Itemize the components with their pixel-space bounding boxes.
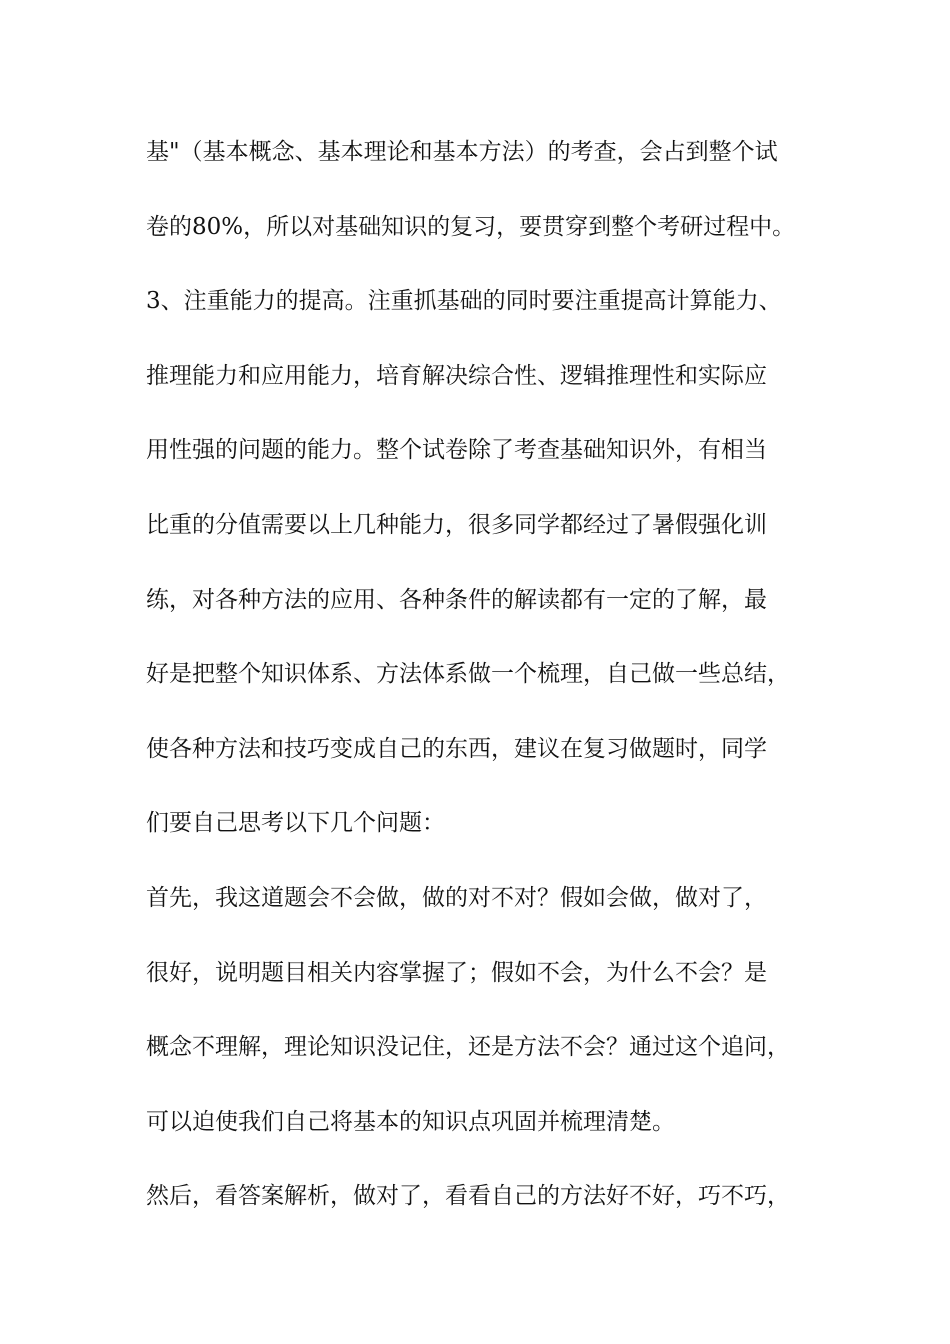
text-line: 卷的80%，所以对基础知识的复习，要贯穿到整个考研过程中。 xyxy=(146,214,796,240)
text-line: 基"（基本概念、基本理论和基本方法）的考查，会占到整个试 xyxy=(146,139,778,165)
text-line: 好是把整个知识体系、方法体系做一个梳理，自己做一些总结， xyxy=(146,661,790,687)
text-line: 推理能力和应用能力，培育解决综合性、逻辑推理性和实际应 xyxy=(146,363,767,389)
text-line: 概念不理解，理论知识没记住，还是方法不会？通过这个追问， xyxy=(146,1034,790,1060)
text-line: 3、注重能力的提高。注重抓基础的同时要注重提高计算能力、 xyxy=(146,288,782,314)
text-line: 很好，说明题目相关内容掌握了；假如不会，为什么不会？是 xyxy=(146,960,767,986)
text-line: 首先，我这道题会不会做，做的对不对？假如会做，做对了， xyxy=(146,885,767,911)
text-line: 使各种方法和技巧变成自己的东西，建议在复习做题时，同学 xyxy=(146,736,767,762)
text-line: 然后，看答案解析，做对了，看看自己的方法好不好，巧不巧， xyxy=(146,1183,790,1209)
text-line: 用性强的问题的能力。整个试卷除了考查基础知识外，有相当 xyxy=(146,437,767,463)
text-line: 练，对各种方法的应用、各种条件的解读都有一定的了解，最 xyxy=(146,587,767,613)
text-line: 可以迫使我们自己将基本的知识点巩固并梳理清楚。 xyxy=(146,1109,675,1135)
text-line: 们要自己思考以下几个问题： xyxy=(146,810,445,836)
text-line: 比重的分值需要以上几种能力，很多同学都经过了暑假强化训 xyxy=(146,512,767,538)
